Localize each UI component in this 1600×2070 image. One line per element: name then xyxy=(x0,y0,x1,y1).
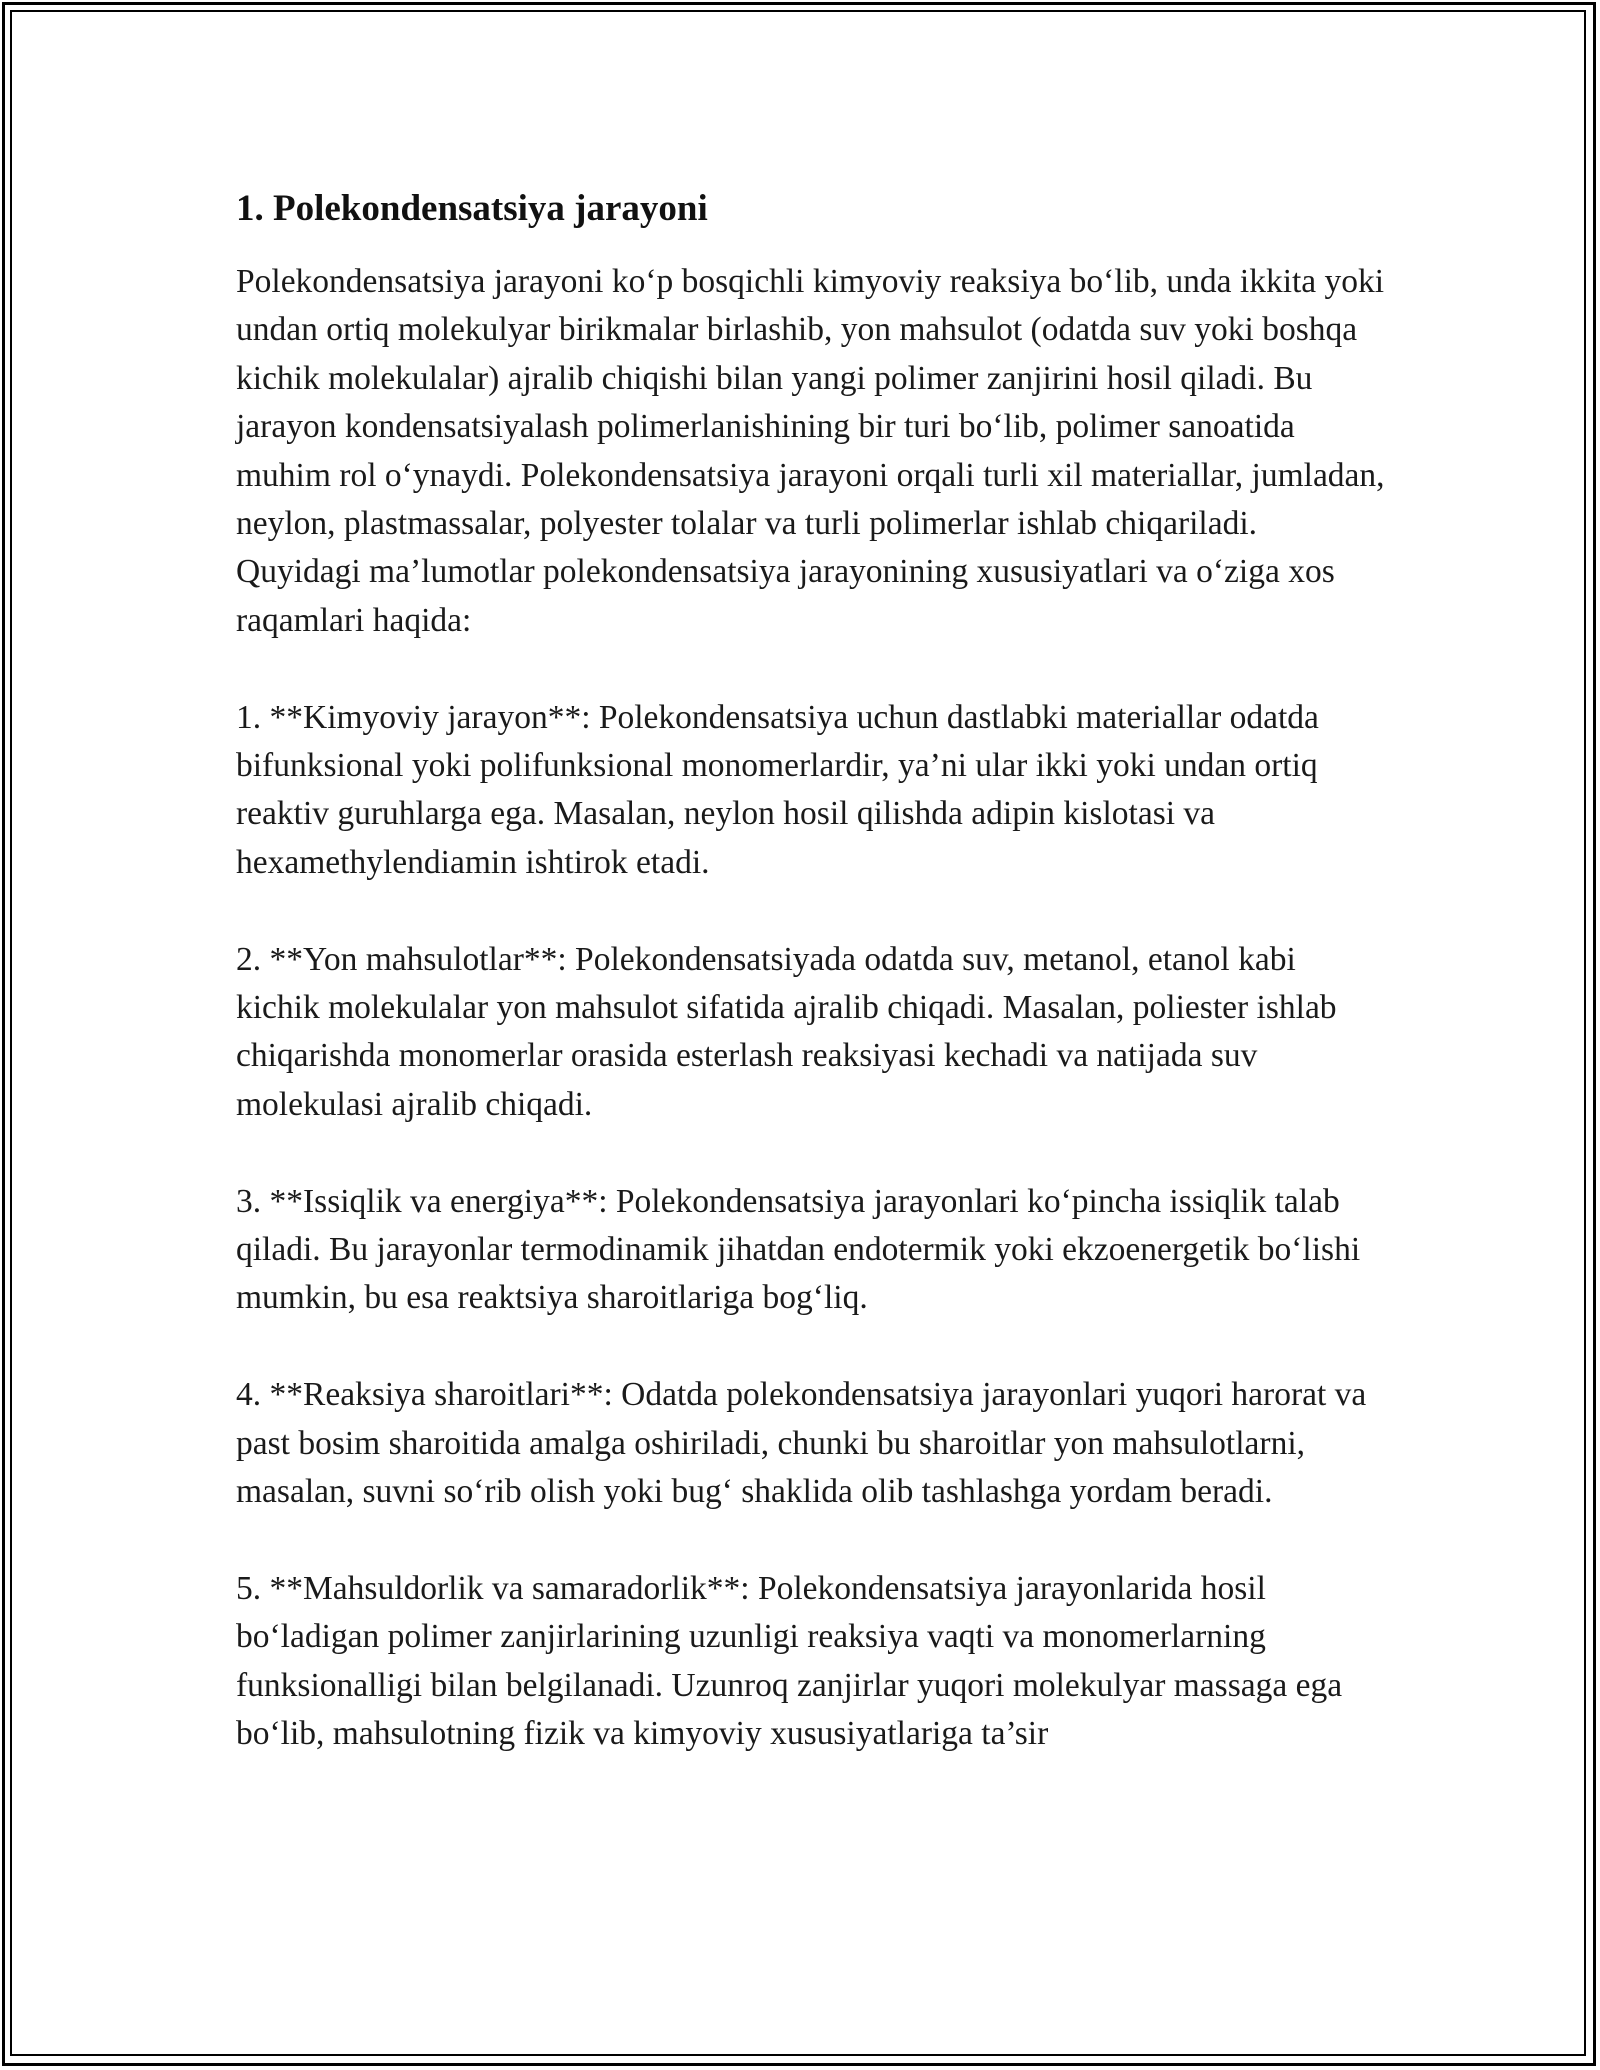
section-heading: 1. Polekondensatsiya jarayoni xyxy=(236,188,708,229)
list-item-by-products: 2. **Yon mahsulotlar**: Polekondensatsiyada odatda suv, metanol, etanol kabi kichik molekulalar yon mahsulot sifatida ajralib chiqadi. Masalan, poliester ishlab chiqarishda monomerlar orasida esterlash reaksiyasi kechadi va natijada suv molekulasi ajralib chiqadi. xyxy=(236,940,1345,1123)
list-item-chemical-process: 1. **Kimyoviy jarayon**: Polekondensatsiya uchun dastlabki materiallar odatda bifunksional yoki polifunksional monomerlardir, ya’ni ular ikki yoki undan ortiq reaktiv guruhlarga ega. Masalan, neylon hosil qilishda adipin kislotasi va hexamethylendiamin ishtirok etadi. xyxy=(236,698,1328,881)
document-body xyxy=(236,186,1393,1759)
list-item-heat-energy: 3. **Issiqlik va energiya**: Polekondensatsiya jarayonlari ko‘pincha issiqlik talab qiladi. Bu jarayonlar termodinamik jihatdan endotermik yoki ekzoenergetik bo‘lishi mumkin, bu esa reaktsiya sharoitlariga bog‘liq. xyxy=(236,1182,1369,1317)
list-item-reaction-conditions: 4. **Reaksiya sharoitlari**: Odatda polekondensatsiya jarayonlari yuqori harorat va past bosim sharoitida amalga oshiriladi, chunki bu sharoitlar yon mahsulotlarni, masalan, suvni so‘rib olish yoki bug‘ shaklida olib tashlashga yordam beradi. xyxy=(236,1376,1375,1511)
list-item-yield-efficiency: 5. **Mahsuldorlik va samaradorlik**: Polekondensatsiya jarayonlarida hosil bo‘ladigan polimer zanjirlarining uzunligi reaksiya vaqti va monomerlarning funksionalligi bilan belgilanadi. Uzunroq zanjirlar yuqori molekulyar massaga ega bo‘lib, mahsulotning fizik va kimyoviy xususiyatlariga ta’sir xyxy=(236,1569,1351,1753)
intro-paragraph: Polekondensatsiya jarayoni ko‘p bosqichli kimyoviy reaksiya bo‘lib, unda ikkita yoki undan ortiq molekulyar birikmalar birlashib, yon mahsulot (odatda suv yoki boshqa kichik molekulalar) ajralib chiqishi bilan yangi polimer zanjirini hosil qiladi. Bu jarayon kondensatsiyalash polimerlanishining bir turi bo‘lib, polimer sanoatida muhim rol o‘ynaydi. Polekondensatsiya jarayoni orqali turli xil materiallar, jumladan, neylon, plastmassalar, polyester tolalar va turli polimerlar ishlab chiqariladi. Quyidagi ma’lumotlar polekondensatsiya jarayonining xususiyatlari va o‘ziga xos raqamlari haqida: xyxy=(236,263,1393,639)
